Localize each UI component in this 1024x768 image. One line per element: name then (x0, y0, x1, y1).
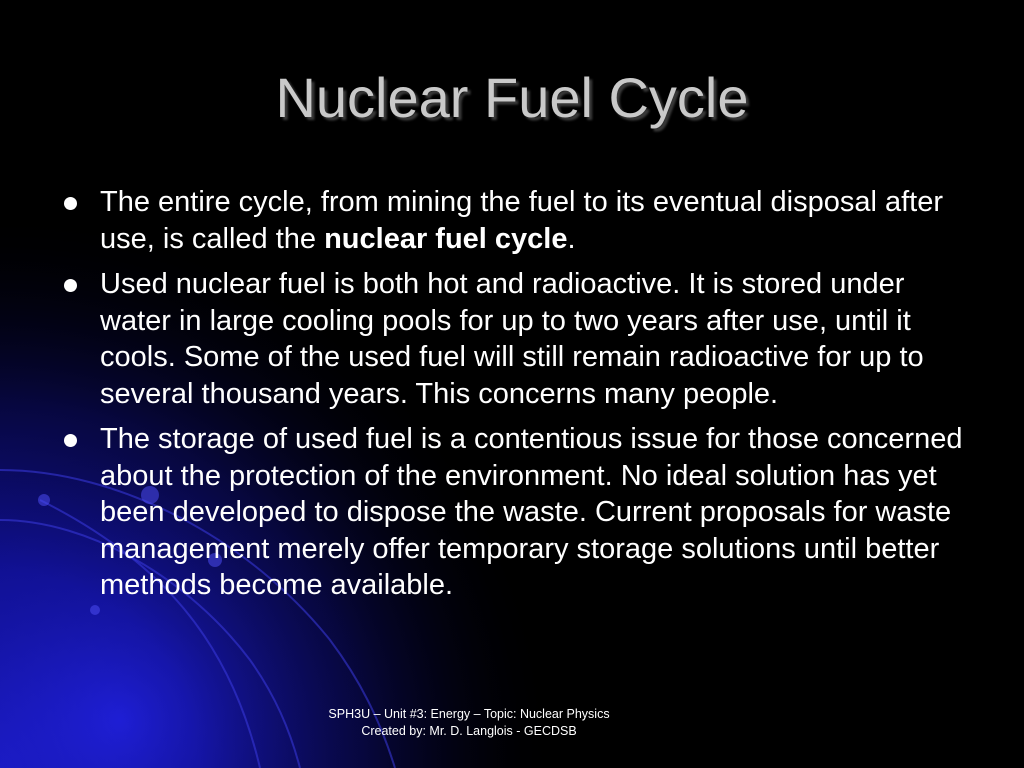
list-item (62, 421, 972, 604)
slide-footer (262, 706, 676, 740)
bullet-text-start: The entire cycle, from mining the fuel to its eventual disposal after use, is called the (100, 186, 944, 255)
bold-term: nuclear fuel cycle (324, 222, 568, 255)
bullet-list (62, 184, 972, 613)
list-item (62, 184, 972, 257)
bullet-dot-icon (64, 434, 77, 447)
bullet-dot-icon (64, 197, 77, 210)
bullet-text (100, 186, 943, 255)
slide-title: Nuclear Fuel Cycle (275, 66, 749, 129)
bullet-text-end: . (567, 222, 576, 255)
list-item (62, 266, 972, 412)
footer-author-line: Created by: Mr. D. Langlois - GECDSB (361, 724, 577, 738)
bullet-text: Used nuclear fuel is both hot and radioactive. It is stored under water in large cooling pools for up to two years after use, until it cools. Some of the used fuel will still remain radioactive for up to several thousand years. This concerns many people. (100, 268, 924, 410)
bullet-text: The storage of used fuel is a contentious issue for those concerned about the protection of the environment. No ideal solution has yet been developed to dispose the waste. Current proposals for waste management merely offer temporary storage solutions until better methods become available. (100, 423, 963, 601)
bullet-dot-icon (64, 279, 77, 292)
footer-course-line: SPH3U – Unit #3: Energy – Topic: Nuclear Physics (328, 707, 610, 721)
